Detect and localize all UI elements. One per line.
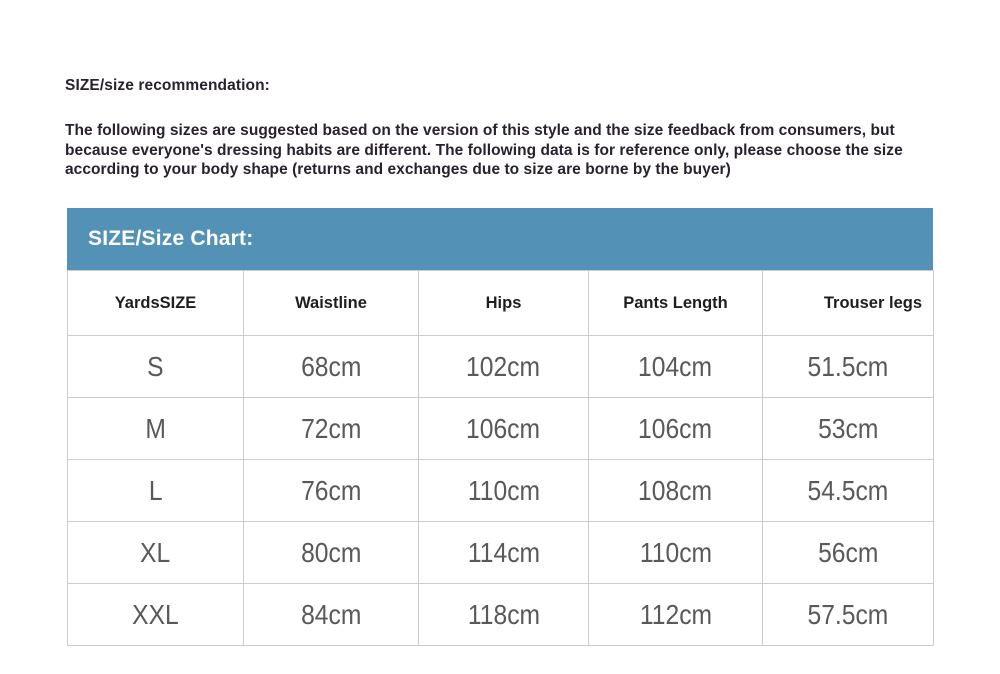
column-header-pants-length: Pants Length [589, 271, 763, 336]
cell-value: 112cm [639, 598, 712, 630]
size-recommendation-paragraph: The following sizes are suggested based on the version of this style and the size feedback from consumers, but because everyone's dressing habits are different. The following data is for reference only, please choose the size according to your body shape (returns and exchanges due to size are borne by the buyer) [65, 122, 903, 178]
cell-hips [419, 460, 589, 522]
cell-pants-length [589, 398, 763, 460]
cell-hips [419, 398, 589, 460]
cell-value: 110cm [467, 474, 540, 506]
cell-value: M [145, 412, 166, 444]
size-recommendation-heading: SIZE/size recommendation: [65, 77, 270, 94]
table-row [68, 584, 934, 646]
cell-value: 56cm [817, 536, 879, 568]
cell-value: 108cm [638, 474, 713, 506]
cell-value: 102cm [466, 350, 541, 382]
size-chart-title: SIZE/Size Chart: [88, 227, 254, 250]
size-chart-header-bar [67, 208, 933, 270]
cell-value: XXL [132, 598, 179, 630]
column-header-trouser-legs: Trouser legs [763, 271, 934, 336]
cell-size [68, 398, 244, 460]
cell-hips [419, 522, 589, 584]
cell-hips [419, 336, 589, 398]
table-header-row [68, 271, 934, 336]
cell-value: 54.5cm [807, 474, 889, 506]
cell-value: 106cm [466, 412, 541, 444]
cell-waistline [244, 460, 419, 522]
cell-value: 68cm [300, 350, 362, 382]
column-header-hips: Hips [419, 271, 589, 336]
cell-size [68, 336, 244, 398]
cell-value: 106cm [638, 412, 713, 444]
column-header-size: YardsSIZE [68, 271, 244, 336]
size-chart-table [67, 270, 934, 646]
cell-value: 76cm [300, 474, 362, 506]
table-row [68, 460, 934, 522]
cell-value: L [148, 474, 163, 506]
cell-size [68, 460, 244, 522]
cell-trouser-legs [763, 336, 934, 398]
cell-pants-length [589, 336, 763, 398]
cell-value: XL [140, 536, 171, 568]
column-header-waistline: Waistline [244, 271, 419, 336]
cell-pants-length [589, 522, 763, 584]
cell-value: 118cm [467, 598, 540, 630]
cell-value: 57.5cm [807, 598, 889, 630]
cell-value: 51.5cm [807, 350, 889, 382]
cell-trouser-legs [763, 460, 934, 522]
cell-hips [419, 584, 589, 646]
cell-trouser-legs [763, 522, 934, 584]
cell-value: 114cm [467, 536, 540, 568]
table-row [68, 522, 934, 584]
cell-value: 72cm [300, 412, 362, 444]
cell-size [68, 522, 244, 584]
cell-trouser-legs [763, 584, 934, 646]
cell-pants-length [589, 584, 763, 646]
cell-trouser-legs [763, 398, 934, 460]
table-row [68, 398, 934, 460]
cell-value: 110cm [639, 536, 712, 568]
cell-waistline [244, 398, 419, 460]
cell-waistline [244, 584, 419, 646]
cell-size [68, 584, 244, 646]
cell-waistline [244, 336, 419, 398]
cell-value: 53cm [817, 412, 879, 444]
cell-value: 104cm [638, 350, 713, 382]
cell-waistline [244, 522, 419, 584]
table-row [68, 336, 934, 398]
cell-value: S [147, 350, 164, 382]
cell-value: 80cm [300, 536, 362, 568]
cell-value: 84cm [300, 598, 362, 630]
cell-pants-length [589, 460, 763, 522]
